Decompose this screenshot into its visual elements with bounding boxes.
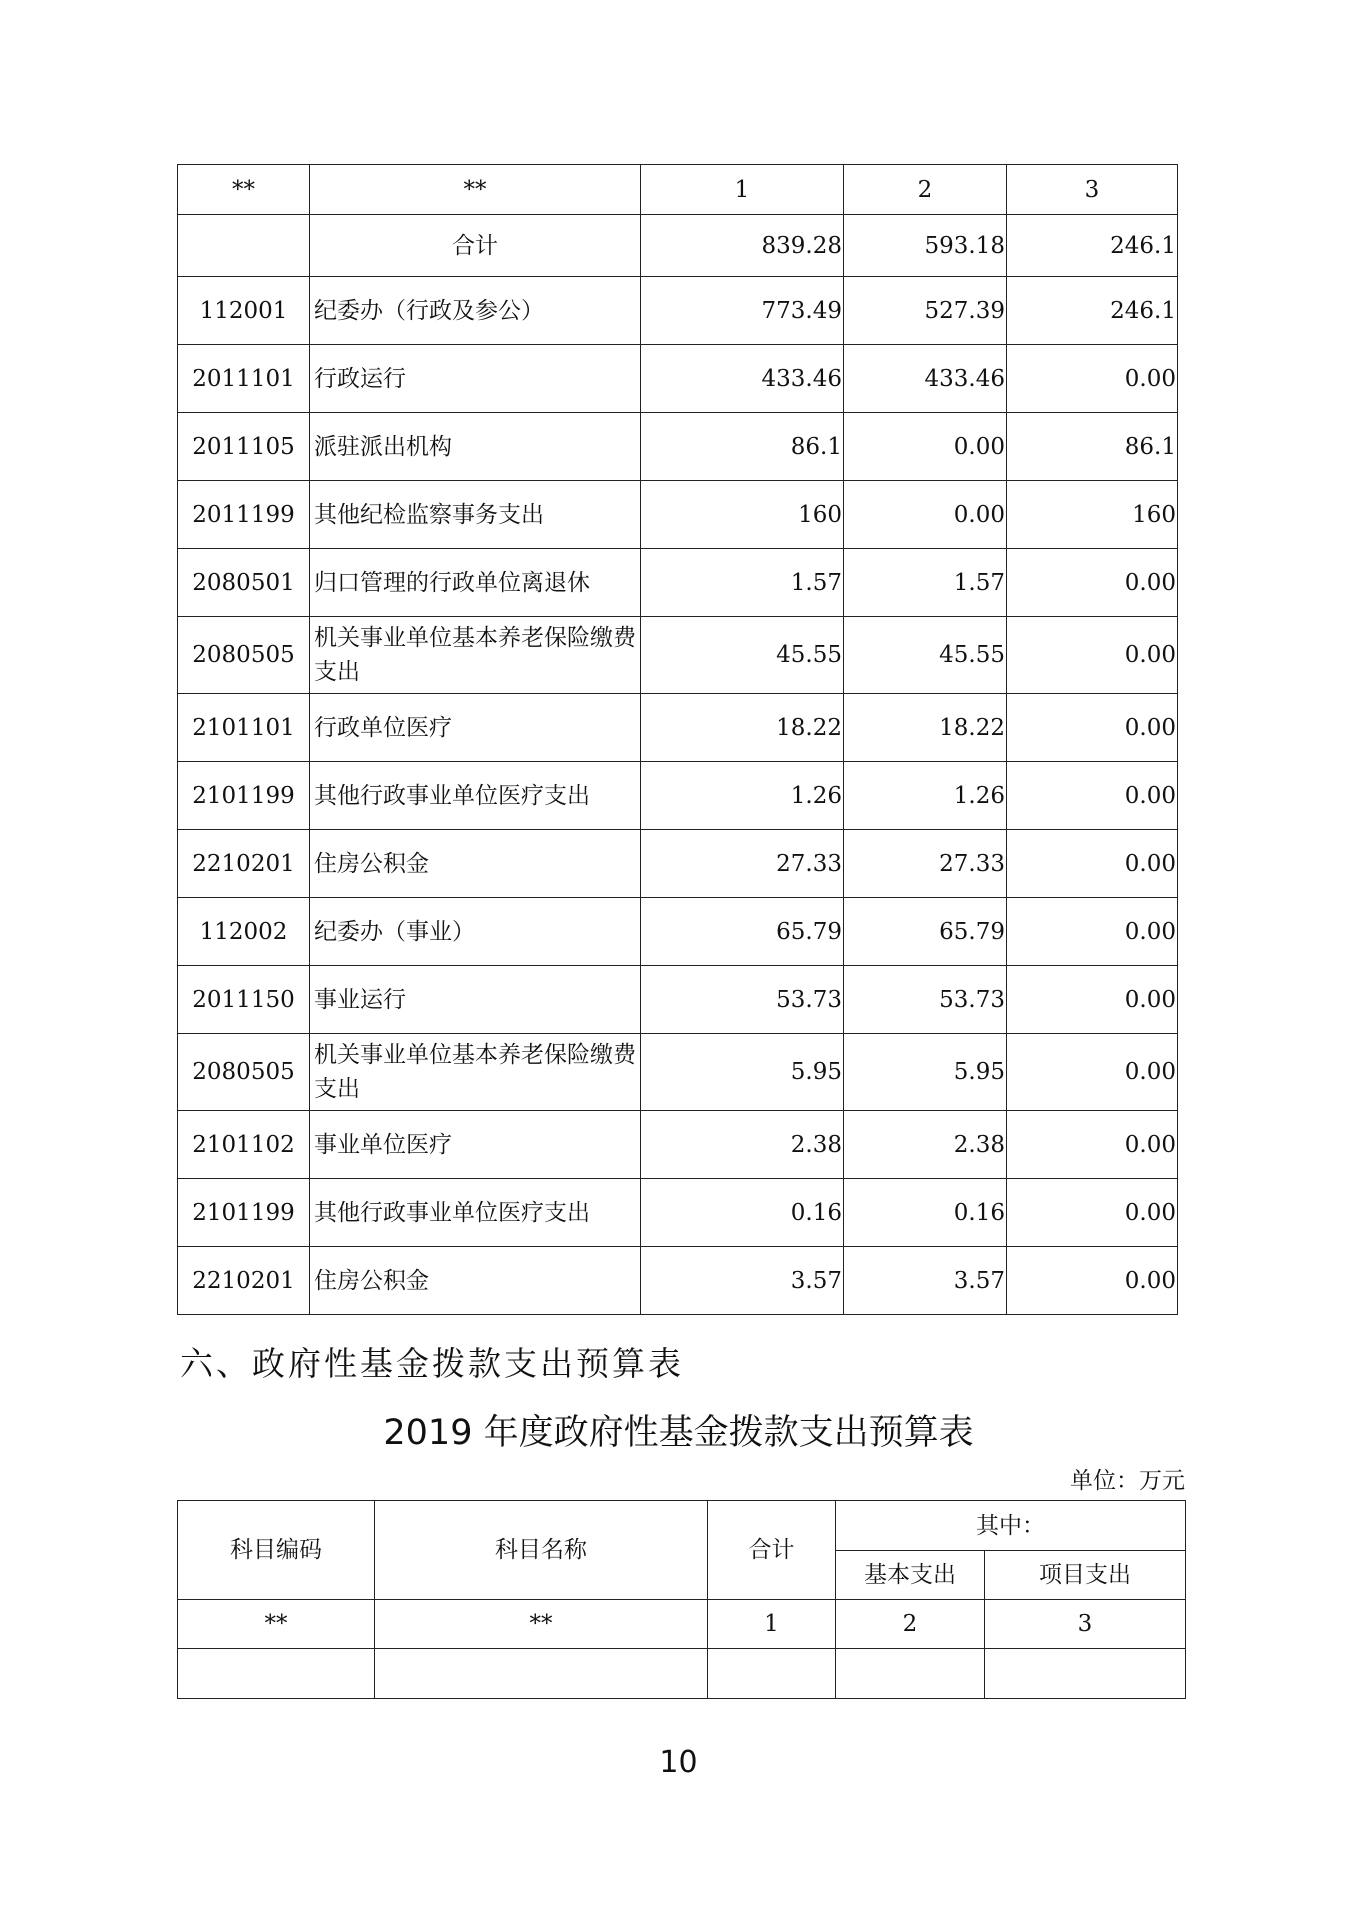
table-row [178, 1179, 1178, 1247]
amount-total: 65.79 [641, 898, 844, 966]
subject-code: 2011199 [178, 481, 310, 549]
fund-budget-table [177, 1500, 1186, 1699]
amount-project: 0.00 [1007, 898, 1178, 966]
subject-name: 纪委办（事业） [310, 898, 641, 966]
index-cell: ** [178, 1600, 375, 1649]
amount-total: 160 [641, 481, 844, 549]
empty-cell [985, 1649, 1186, 1699]
table-row [178, 1034, 1178, 1111]
amount-basic: 53.73 [844, 966, 1007, 1034]
total-code-cell [178, 215, 310, 277]
subject-name: 住房公积金 [310, 1247, 641, 1315]
subject-code: 112002 [178, 898, 310, 966]
amount-project: 0.00 [1007, 1034, 1178, 1111]
amount-project: 0.00 [1007, 762, 1178, 830]
amount-total: 45.55 [641, 617, 844, 694]
amount-total: 27.33 [641, 830, 844, 898]
table-row [178, 830, 1178, 898]
index-cell: ** [178, 165, 310, 215]
section-title: 六、政府性基金拨款支出预算表 [180, 1344, 684, 1383]
header-row [178, 1501, 1186, 1551]
amount-project: 0.00 [1007, 1111, 1178, 1179]
index-cell: 1 [708, 1600, 836, 1649]
empty-cell [178, 1649, 375, 1699]
amount-total: 5.95 [641, 1034, 844, 1111]
subject-name: 机关事业单位基本养老保险缴费支出 [310, 617, 641, 694]
subject-name: 事业单位医疗 [310, 1111, 641, 1179]
amount-project: 0.00 [1007, 1247, 1178, 1315]
amount-basic: 0.00 [844, 481, 1007, 549]
subject-code: 2101199 [178, 1179, 310, 1247]
subject-name: 行政运行 [310, 345, 641, 413]
amount-basic: 0.16 [844, 1179, 1007, 1247]
subject-name: 其他纪检监察事务支出 [310, 481, 641, 549]
subject-name: 派驻派出机构 [310, 413, 641, 481]
amount-total: 2.38 [641, 1111, 844, 1179]
header-of-which: 其中： [836, 1501, 1186, 1551]
page-number: 10 [659, 1745, 698, 1780]
empty-row [178, 1649, 1186, 1699]
subject-code: 2101199 [178, 762, 310, 830]
budget-detail-table-body [178, 165, 1178, 1315]
subject-name: 纪委办（行政及参公） [310, 277, 641, 345]
amount-total: 86.1 [641, 413, 844, 481]
table-title: 2019 年度政府性基金拨款支出预算表 [383, 1413, 974, 1453]
index-cell: 1 [641, 165, 844, 215]
amount-basic: 433.46 [844, 345, 1007, 413]
subject-code: 2210201 [178, 1247, 310, 1315]
amount-project: 0.00 [1007, 830, 1178, 898]
index-cell: ** [310, 165, 641, 215]
amount-total: 0.16 [641, 1179, 844, 1247]
header-basic: 基本支出 [836, 1551, 985, 1600]
header-project: 项目支出 [985, 1551, 1186, 1600]
table-row [178, 481, 1178, 549]
table-row [178, 345, 1178, 413]
amount-basic: 0.00 [844, 413, 1007, 481]
amount-project: 0.00 [1007, 1179, 1178, 1247]
index-cell: 2 [836, 1600, 985, 1649]
subject-code: 2080501 [178, 549, 310, 617]
total-basic: 593.18 [844, 215, 1007, 277]
table-row [178, 694, 1178, 762]
table-row [178, 549, 1178, 617]
total-label: 合计 [310, 215, 641, 277]
amount-basic: 27.33 [844, 830, 1007, 898]
subject-code: 2101101 [178, 694, 310, 762]
amount-total: 18.22 [641, 694, 844, 762]
amount-project: 0.00 [1007, 694, 1178, 762]
header-name: 科目名称 [375, 1501, 708, 1600]
empty-cell [836, 1649, 985, 1699]
table-row [178, 617, 1178, 694]
table-index-row [178, 165, 1178, 215]
index-cell: 2 [844, 165, 1007, 215]
amount-project: 0.00 [1007, 617, 1178, 694]
amount-basic: 1.26 [844, 762, 1007, 830]
amount-total: 773.49 [641, 277, 844, 345]
total-row [178, 215, 1178, 277]
total-project: 246.1 [1007, 215, 1178, 277]
subject-code: 2011101 [178, 345, 310, 413]
amount-basic: 2.38 [844, 1111, 1007, 1179]
index-cell: ** [375, 1600, 708, 1649]
amount-basic: 527.39 [844, 277, 1007, 345]
subject-code: 2011105 [178, 413, 310, 481]
subject-code: 112001 [178, 277, 310, 345]
empty-cell [375, 1649, 708, 1699]
table-row [178, 762, 1178, 830]
subject-code: 2080505 [178, 617, 310, 694]
index-cell: 3 [1007, 165, 1178, 215]
amount-total: 1.57 [641, 549, 844, 617]
amount-basic: 45.55 [844, 617, 1007, 694]
table-row [178, 966, 1178, 1034]
subject-code: 2101102 [178, 1111, 310, 1179]
amount-basic: 3.57 [844, 1247, 1007, 1315]
subject-code: 2080505 [178, 1034, 310, 1111]
budget-detail-table [177, 164, 1178, 1315]
table-row [178, 898, 1178, 966]
amount-project: 0.00 [1007, 966, 1178, 1034]
table-row [178, 277, 1178, 345]
subject-code: 2210201 [178, 830, 310, 898]
amount-project: 0.00 [1007, 549, 1178, 617]
index-cell: 3 [985, 1600, 1186, 1649]
subject-name: 机关事业单位基本养老保险缴费支出 [310, 1034, 641, 1111]
table-row [178, 1111, 1178, 1179]
amount-basic: 5.95 [844, 1034, 1007, 1111]
subject-name: 住房公积金 [310, 830, 641, 898]
amount-total: 3.57 [641, 1247, 844, 1315]
amount-basic: 1.57 [844, 549, 1007, 617]
amount-project: 86.1 [1007, 413, 1178, 481]
subject-name: 归口管理的行政单位离退休 [310, 549, 641, 617]
subject-name: 其他行政事业单位医疗支出 [310, 762, 641, 830]
subject-name: 事业运行 [310, 966, 641, 1034]
header-total: 合计 [708, 1501, 836, 1600]
header-code: 科目编码 [178, 1501, 375, 1600]
table-row [178, 413, 1178, 481]
amount-basic: 65.79 [844, 898, 1007, 966]
total-amount: 839.28 [641, 215, 844, 277]
table-row [178, 1247, 1178, 1315]
amount-total: 433.46 [641, 345, 844, 413]
amount-total: 53.73 [641, 966, 844, 1034]
subject-name: 其他行政事业单位医疗支出 [310, 1179, 641, 1247]
amount-total: 1.26 [641, 762, 844, 830]
subject-name: 行政单位医疗 [310, 694, 641, 762]
amount-project: 160 [1007, 481, 1178, 549]
index-row [178, 1600, 1186, 1649]
unit-label: 单位：万元 [1070, 1468, 1185, 1494]
empty-cell [708, 1649, 836, 1699]
amount-project: 246.1 [1007, 277, 1178, 345]
amount-basic: 18.22 [844, 694, 1007, 762]
subject-code: 2011150 [178, 966, 310, 1034]
amount-project: 0.00 [1007, 345, 1178, 413]
